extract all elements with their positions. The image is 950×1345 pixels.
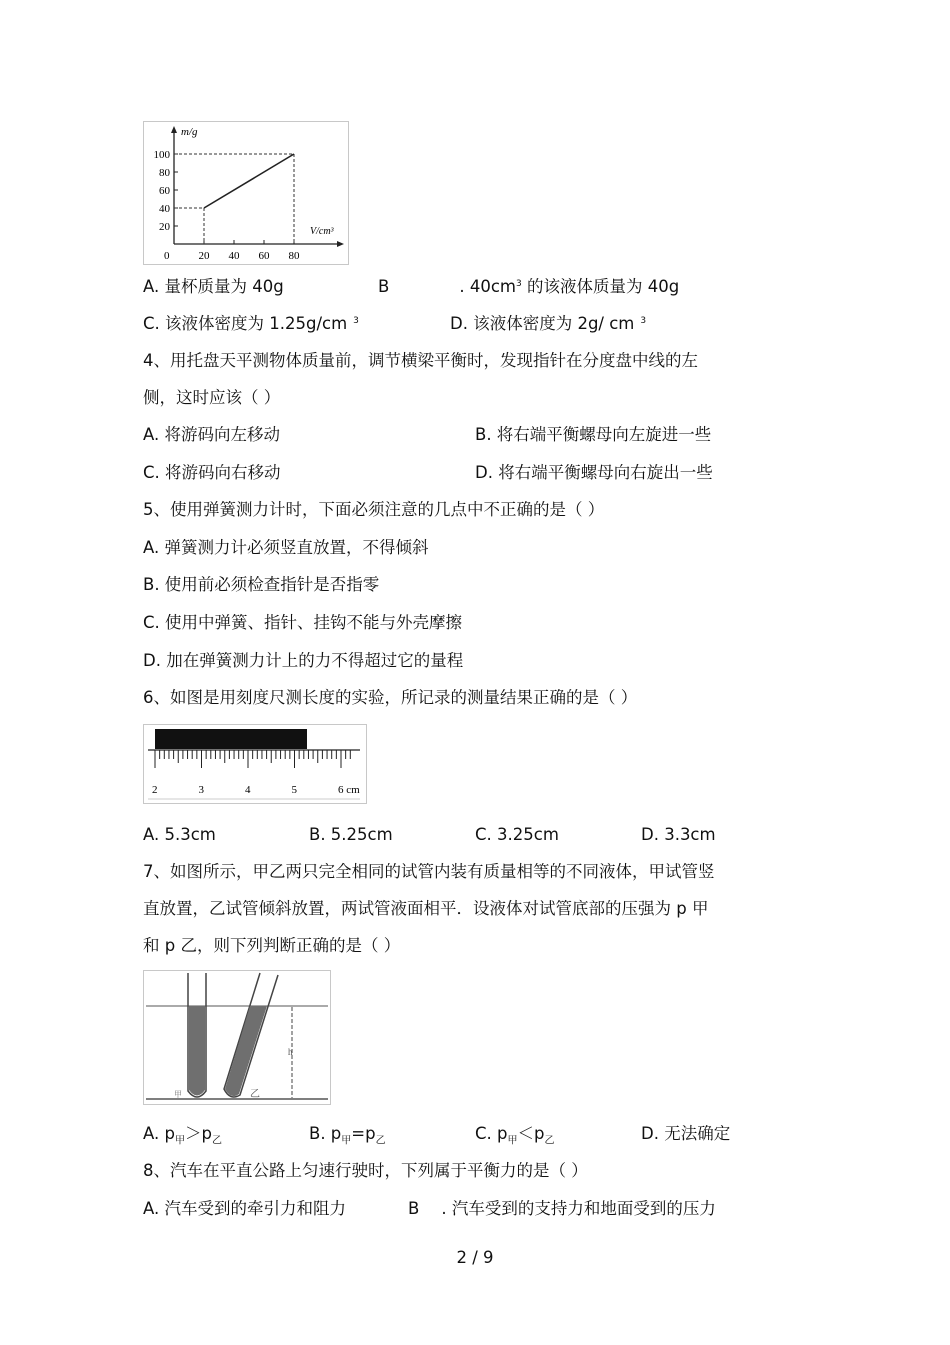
q7-b-sub2: 乙 <box>375 1135 386 1147</box>
q4-stem-line2: 侧，这时应该（ ） <box>143 388 281 407</box>
ruler-label: 2 <box>152 784 158 796</box>
test-tubes-figure <box>143 970 331 1105</box>
q7-c-text: C. p <box>475 1124 508 1143</box>
q6-option-d[interactable]: D. 3.3cm <box>641 825 716 844</box>
q5-option-c[interactable]: C. 使用中弹簧、指针、挂钩不能与外壳摩擦 <box>143 613 463 632</box>
y-tick-label: 80 <box>159 167 170 179</box>
q4-stem-line1: 4、用托盘天平测物体质量前，调节横梁平衡时，发现指针在分度盘中线的左 <box>143 351 698 370</box>
q8-option-b-letter: B <box>408 1199 420 1218</box>
ruler-label: 5 <box>291 784 297 796</box>
y-axis-label: m/g <box>181 126 198 138</box>
x-tick-label: 20 <box>198 250 210 262</box>
tick-group <box>154 149 301 262</box>
mass-volume-graph <box>143 121 349 265</box>
q6-option-a[interactable]: A. 5.3cm <box>143 825 216 844</box>
q7-a-sub2: 乙 <box>211 1135 222 1147</box>
q3-option-b-text: . 40cm <box>459 277 516 296</box>
q3-option-c[interactable] <box>143 312 359 339</box>
ruler-label: 4 <box>245 784 251 796</box>
q7-c-sub2: 乙 <box>544 1135 555 1147</box>
tube-yi-liquid <box>225 1006 267 1096</box>
q7-option-b[interactable] <box>309 1122 386 1153</box>
ruler-ticks <box>152 750 360 796</box>
q3-option-c-sup: 3 <box>353 316 359 326</box>
q3-option-b[interactable] <box>378 275 679 302</box>
q7-b-mid: =p <box>351 1124 376 1143</box>
ruler-figure <box>143 724 367 804</box>
q7-stem-line3: 和 p 乙，则下列判断正确的是（ ） <box>143 936 401 955</box>
q7-a-text: A. p <box>143 1124 175 1143</box>
q8-option-a[interactable]: A. 汽车受到的牵引力和阻力 <box>143 1199 346 1218</box>
q7-a-mid: ＞p <box>184 1124 212 1143</box>
q7-option-c[interactable] <box>475 1122 554 1153</box>
x-tick-label: 80 <box>288 250 300 262</box>
x-axis-arrow <box>337 241 344 247</box>
q8-option-b[interactable] <box>408 1197 716 1221</box>
q7-option-a[interactable] <box>143 1122 222 1153</box>
q8-option-b-text: . 汽车受到的支持力和地面受到的压力 <box>441 1199 716 1218</box>
q5-option-a[interactable]: A. 弹簧测力计必须竖直放置，不得倾斜 <box>143 538 429 557</box>
q3-option-d[interactable] <box>450 312 646 339</box>
height-label: h <box>288 1047 293 1057</box>
y-tick-label: 60 <box>159 185 170 197</box>
q7-stem-line1: 7、如图所示，甲乙两只完全相同的试管内装有质量相等的不同液体，甲试管竖 <box>143 862 715 881</box>
x-tick-label: 40 <box>228 250 240 262</box>
y-tick-label: 40 <box>159 203 170 215</box>
x-axis-label: V/cm³ <box>310 226 334 237</box>
y-tick-label: 20 <box>159 221 170 233</box>
q7-a-sub1: 甲 <box>174 1135 185 1147</box>
q7-b-sub1: 甲 <box>341 1135 352 1147</box>
q3-option-c-text: C. 该液体密度为 1.25g/cm <box>143 314 348 333</box>
ruler-label: 3 <box>198 784 204 796</box>
tube-yi-label: 乙 <box>250 1089 260 1100</box>
ruler-svg <box>144 725 366 803</box>
ruler-label: 6 cm <box>338 784 360 796</box>
q5-option-d[interactable]: D. 加在弹簧测力计上的力不得超过它的量程 <box>143 651 464 670</box>
q3-option-d-sup: 3 <box>640 316 647 326</box>
q7-c-mid: ＜p <box>517 1124 545 1143</box>
q3-option-b-sup: 3 <box>515 279 522 289</box>
q5-option-b[interactable]: B. 使用前必须检查指针是否指零 <box>143 575 380 594</box>
q7-b-text: B. p <box>309 1124 342 1143</box>
q3-option-b-text-post: 的该液体质量为 40g <box>521 277 680 296</box>
q8-stem: 8、汽车在平直公路上匀速行驶时，下列属于平衡力的是（ ） <box>143 1161 588 1180</box>
q3-option-d-text: D. 该液体密度为 2g/ cm <box>450 314 635 333</box>
q4-option-b[interactable]: B. 将右端平衡螺母向左旋进一些 <box>475 425 712 444</box>
y-tick-label: 100 <box>153 149 170 161</box>
mass-volume-graph-svg <box>144 122 348 264</box>
q4-option-a[interactable]: A. 将游码向左移动 <box>143 425 280 444</box>
q6-option-b[interactable]: B. 5.25cm <box>309 825 393 844</box>
q3-option-a[interactable]: A. 量杯质量为 40g <box>143 277 284 296</box>
page-number: 2 / 9 <box>456 1248 494 1267</box>
test-tubes-svg <box>144 971 330 1104</box>
q7-stem-line2: 直放置，乙试管倾斜放置，两试管液面相平．设液体对试管底部的压强为 p 甲 <box>143 899 709 918</box>
x-tick-label: 60 <box>258 250 270 262</box>
q6-stem: 6、如图是用刻度尺测长度的实验，所记录的测量结果正确的是（ ） <box>143 688 638 707</box>
q4-option-c[interactable]: C. 将游码向右移动 <box>143 463 281 482</box>
q3-option-b-letter: B <box>378 277 390 296</box>
y-axis-arrow <box>171 126 177 133</box>
tube-jia-liquid <box>189 1006 205 1096</box>
origin-label: 0 <box>164 250 170 262</box>
q4-option-d[interactable]: D. 将右端平衡螺母向右旋出一些 <box>475 463 713 482</box>
data-line <box>204 154 294 208</box>
q5-stem: 5、使用弹簧测力计时，下面必须注意的几点中不正确的是（ ） <box>143 500 605 519</box>
measured-object <box>155 729 307 749</box>
q7-c-sub1: 甲 <box>507 1135 518 1147</box>
q6-option-c[interactable]: C. 3.25cm <box>475 825 559 844</box>
q7-option-d[interactable]: D. 无法确定 <box>641 1124 731 1143</box>
tube-jia-label: 甲 <box>174 1090 182 1099</box>
